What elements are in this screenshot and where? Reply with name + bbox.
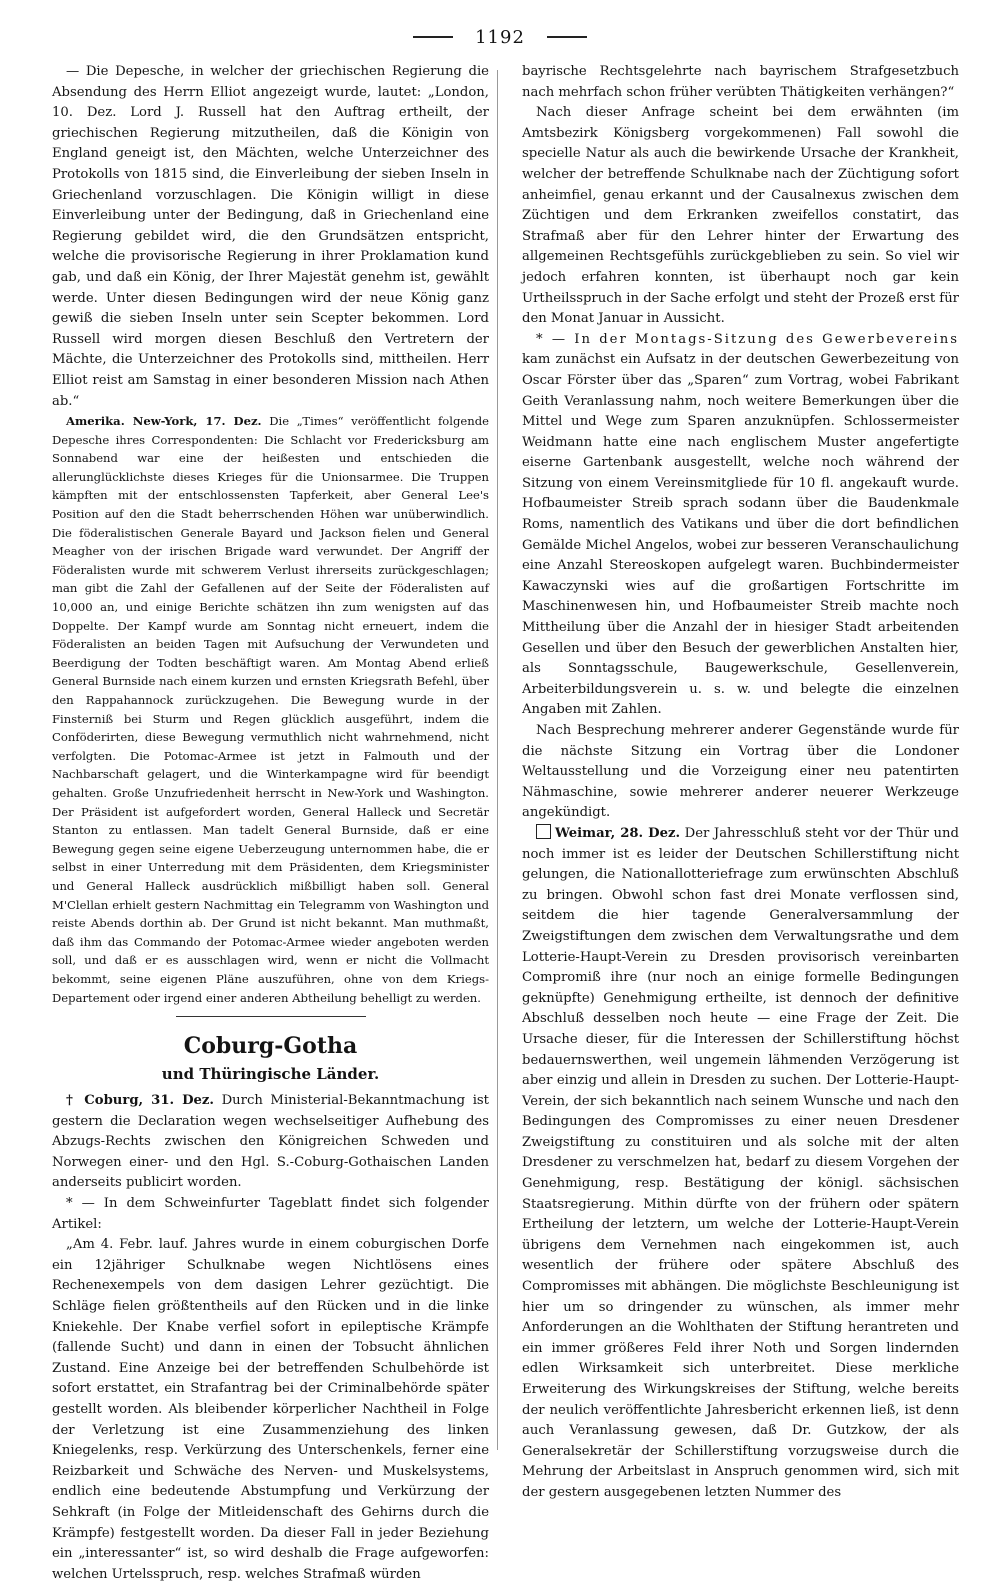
section-divider xyxy=(176,1016,366,1017)
gewerbeverein-paragraph xyxy=(522,330,959,721)
amerika-body: Die „Times“ veröffentlicht folgende Depesche ihres Correspondenten: Die Schlacht vor Fredericksburg am Sonnabend war eine der heißesten und entschieden die allerunglücklichste dieses Krieges für die Unionsarmee. Die Truppen kämpften mit der entschlossensten Tapferkeit, aber General Lee's Position auf den die Stadt beherrschenden Höhen war unüberwindlich. Die föderalistischen Generale Bayard und Jackson fielen und General Meagher von der irischen Brigade ward verwundet. Der Angriff der Föderalisten wurde mit schwerem Verlust ihrerseits zurückgeschlagen; man gibt die Zahl der Gefallenen auf der Seite der Föderalisten auf 10,000 an, und einige Berichte schätzen ihn zum wenigsten auf das Doppelte. Der Kampf wurde am Sonntag nicht erneuert, indem die Föderalisten an beiden Tagen mit Aufsuchung der Verwundeten und Beerdigung der Todten beschäftigt waren. Am Montag Abend erließ General Burnside nach einem kurzen und ernsten Kriegsrath Befehl, über den Rappahannock zurückzugehen. Die Bewegung wurde in der Finsterniß bei Sturm und Regen glücklich ausgeführt, indem die Conföderirten, diese Bewegung vermuthlich nicht wahrnehmend, nicht verfolgten. Die Potomac-Armee ist jetzt in Falmouth und der Nachbarschaft gelagert, und die Winterkampagne wird für beendigt gehalten. Große Unzufriedenheit herrscht in New-York und Washington. Der Präsident ist aufgefordert worden, General Halleck und Secretär Stanton zu entlassen. Man tadelt General Burnside, daß er eine Bewegung gegen seine eigene Ueberzeugung unternommen habe, die er selbst in einer Unterredung mit dem Präsidenten, dem Kriegsminister und General Halleck ausdrücklich mißbilligt haben soll. General M'Clellan erhielt gestern Nachmittag ein Telegramm von Washington und reiste Abends dorthin ab. Der Grund ist nicht bekannt. Man muthmaßt, daß ihm das Commando der Potomac-Armee wieder angeboten werden soll, und daß er es ausschlagen wird, wenn er nicht die Vollmacht bekommt, seine eigenen Pläne auszuführen, ohne von dem Kriegs-Departement oder irgend einer anderen Abtheilung behelligt zu werden. xyxy=(52,414,490,1005)
gewerbeverein-body: kam zunächst ein Aufsatz in der deutschen Gewerbezeitung von Oscar Förster über das „Sparen“ zum Vortrag, wobei Fabrikant Geith Veranlassung nahm, noch weitere Bemerkungen über die Mittel und Wege zum Sparen anzuknüpfen. Schlossermeister Weidmann hatte eine nach englischem Muster angefertigte eiserne Gartenbank ausgestellt, welche noch während der Sitzung von einem Vereinsmitgliede für 10 fl. angekauft wurde. Hofbaumeister Streib sprach sodann über die Baudenkmale Roms, namentlich des Vatikans und über die dort befindlichen Gemälde Michel Angelos, wobei zur besseren Veranschaulichung eine Anzahl Stereoskopen aufgelegt waren. Buchbindermeister Kawaczynski wies auf die großartigen Fortschritte im Maschinenwesen hin, und Hofbaumeister Streib machte noch Mittheilung über die Anzahl der in hiesiger Stadt arbeitenden Gesellen und über den Besuch der gewerblichen Anstalten hier, als Sonntagsschule, Baugewerkschule, Gesellenverein, Arbeiterbildungsverein u. s. w. und belegte die einzelnen Angaben mit Zahlen. xyxy=(522,352,959,718)
coburg-lead: † Coburg, 31. Dez. xyxy=(66,1093,214,1109)
header-rule-left xyxy=(413,36,453,38)
weimar-paragraph xyxy=(522,824,959,1504)
amerika-paragraph xyxy=(52,412,489,1007)
header-rule-right xyxy=(547,36,587,38)
weimar-body: Der Jahresschluß steht vor der Thür und noch immer ist es leider der Deutschen Schillerstiftung nicht gelungen, die Nationallotteriefrage zum erwünschten Abschluß zu bringen. Obwohl schon fast drei Monate verflossen sind, seitdem die hier tagende Generalversammlung der Zweigstiftungen dem zwischen dem Verwaltungsrathe und dem Lotterie-Haupt-Verein zu Dresden provisorisch vereinbarten Compromiß ihre (nur noch an einige formelle Bedingungen geknüpfte) Genehmigung ertheilte, ist dennoch der definitive Abschluß desselben noch heute — eine Frage der Zeit. Die Ursache dieser, für die Interessen der Schillerstiftung höchst bedauernswerthen, weil ungemein lähmenden Verzögerung ist aber einzig und allein in Dresden zu suchen. Der Lotterie-Haupt-Verein, der sich bekanntlich nach seinem Wunsche und nach den Bedingungen des Compromisses zu einer neuen Dresdener Zweigstiftung zu constituiren und als solche mit der alten Dresdener zu verschmelzen hat, bedarf zu diesem Vorgehen der Genehmigung, resp. Bestätigung der königl. sächsischen Staatsregierung. Mithin dürfte von der frühern oder spätern Ertheilung der letztern, um welche der Lotterie-Haupt-Verein übrigens dem Vernehmen nach eingekommen ist, auch wesentlich der frühere oder spätere Abschluß des Compromisses mit abhängen. Die möglichste Beschleunigung ist hier um so dringender zu wünschen, als immer mehr Anforderungen an die Wohlthaten der Stiftung herantreten und ein immer größeres Feld ihrer Noth und Sorgen lindernden edlen Wirksamkeit sich unterbreitet. Diese merkliche Erweiterung des Wirkungskreises der Stiftung, welche bereits der neulich veröffentlichte Jahresbericht erkennen ließ, ist denn auch Veranlassung gewesen, daß Dr. Gutzkow, der als Generalsekretär der Schillerstiftung vorzugsweise durch die Mehrung der Arbeitslast in Anspruch genommen wird, sich mit der gestern ausgegebenen letzten Nummer des xyxy=(522,825,959,1500)
right-column xyxy=(522,62,959,1500)
page-header xyxy=(0,20,1000,54)
page-number: 1192 xyxy=(475,26,525,48)
gewerbeverein-lead: * — In der Montags-Sitzung des Gewerbevereins xyxy=(536,331,959,347)
schweinfurt-intro: * — In dem Schweinfurter Tageblatt findet sich folgender Artikel: xyxy=(52,1196,489,1232)
coburg-paragraph xyxy=(52,1091,489,1194)
inquiry-comment-paragraph: Nach dieser Anfrage scheint bei dem erwähnten (im Amtsbezirk Königsberg vorgekommenen) Fall sowohl die specielle Natur als auch die bewirkende Ursache der Krankheit, welcher der betreffende Schulknabe nach der Züchtigung sofort anheimfiel, genau erkannt und der Causalnexus zwischen dem Züchtigen und dem Erkranken zweifellos constatirt, das Strafmaß aber für den Lehrer hinter der Erwartung des allgemeinen Rechtsgefühls zurückgeblieben zu sein. So viel wir jedoch erfahren konnten, ist überhaupt noch gar kein Urtheilsspruch in der Sache erfolgt und steht der Prozeß erst für den Monat Januar in Aussicht. xyxy=(522,105,959,327)
weimar-lead: Weimar, 28. Dez. xyxy=(555,825,681,841)
greece-dispatch-paragraph: — Die Depesche, in welcher der griechischen Regierung die Absendung des Herrn Elliot angezeigt wurde, lautet: „London, 10. Dez. Lord J. Russell hat den Auftrag ertheilt, der griechischen Regierung mitzutheilen, daß die Königin von England geneigt ist, den Mächten, welche Unterzeichner des Protokolls von 1815 sind, die Einverleibung der sieben Inseln in Griechenland vorzuschlagen. Die Königin willigt in diese Einverleibung unter der Bedingung, daß in Griechenland eine Regierung gebildet wird, die den Grundsätzen entspricht, welche die provisorische Regierung in ihrer Proklamation kund gab, und daß ein König, der Ihrer Majestät genehm ist, gewählt werde. Unter diesen Bedingungen wird der neue König ganz gewiß die sieben Inseln unter sein Scepter bekommen. Lord Russell wird morgen diesen Beschluß den Vertretern der Mächte, die Unterzeichner des Protokolls sind, mittheilen. Herr Elliot reist am Samstag in einer besonderen Mission nach Athen ab.“ xyxy=(52,64,489,409)
column-divider xyxy=(497,70,498,1450)
amerika-lead: Amerika. New-York, 17. Dez. xyxy=(66,414,262,429)
section-subtitle: und Thüringische Länder. xyxy=(161,1065,380,1084)
schweinfurt-quote: „Am 4. Febr. lauf. Jahres wurde in einem coburgischen Dorfe ein 12jähriger Schulknabe wegen Nichtlösens eines Rechenexempels von dem dasigen Lehrer gezüchtigt. Die Schläge fielen größtentheils auf den Rücken und in die linke Kniekehle. Der Knabe verfiel sofort in epileptische Krämpfe (fallende Sucht) und dann in einen der Tobsucht ähnlichen Zustand. Eine Anzeige bei der betreffenden Schulbehörde ist sofort erstattet, ein Strafantrag bei der Criminalbehörde später gestellt worden. Als bleibender körperlicher Nachtheil in Folge der Verletzung ist eine Zusammenziehung des linken Kniegelenks, resp. Verkürzung des Unterschenkels, ferner eine Reizbarkeit und Schwäche des Nerven- und Muskelsystems, endlich eine bedeutende Abstumpfung und Verkürzung der Sehkraft (in Folge der Mitleidenschaft des Gehirns durch die Krämpfe) festgestellt worden. Da dieser Fall in jeder Beziehung ein „interessanter“ ist, so wird deshalb die Frage aufgeworfen: welchen Urtelsspruch, resp. welches Strafmaß würden xyxy=(52,1237,489,1582)
section-title: Coburg-Gotha xyxy=(183,1033,358,1060)
coburg-body: Durch Ministerial-Bekanntmachung ist gestern die Declaration wegen wechselseitiger Aufhebung des Abzugs-Rechts zwischen den Königreichen Schweden und Norwegen einer- und den Hgl. S.-Coburg-Gothaischen Landen anderseits publicirt worden. xyxy=(52,1093,489,1191)
schweinfurt-quote-continued: bayrische Rechtsgelehrte nach bayrischem Strafgesetzbuch nach mehrfach schon früher verübten Thätigkeiten verhängen?“ xyxy=(522,64,959,100)
left-column xyxy=(52,62,490,1582)
gewerbeverein-closing-paragraph: Nach Besprechung mehrerer anderer Gegenstände wurde für die nächste Sitzung ein Vortrag über die Londoner Weltausstellung und die Vorzeigung einer neu patentirten Nähmaschine, sowie mehrerer anderer neuerer Werkzeuge angekündigt. xyxy=(522,723,959,821)
box-marker-icon xyxy=(536,824,551,839)
